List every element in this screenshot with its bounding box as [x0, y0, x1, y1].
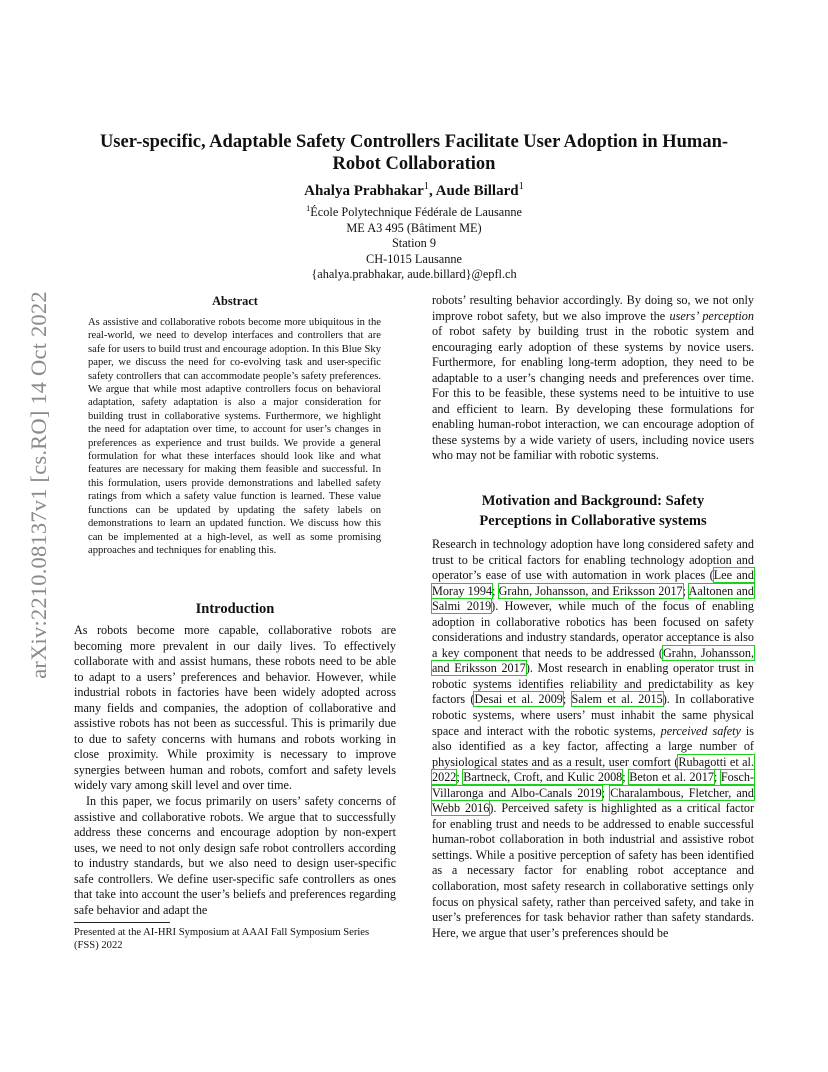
- intro-paragraph-1: As robots become more capable, collaborative robots are becoming more prevalent in our daily lives. To effectively collaborate with and assist humans, these robots need to be able to adapt to a users’ preferences and behavior. However, while industrial robots in factories have been widely adopted across many fields and companies, the adoption of collaborative and assistive robots has not been as successful. This is primarily due to due to safety concerns with humans and robots working in close proximity. While proximity is necessary to improve synergies between human and robots, comfort and safety levels widely vary among skill level and over time.: [74, 623, 396, 793]
- citation-link[interactable]: Lee and Moray 1994: [432, 568, 754, 598]
- introduction-body: [74, 623, 396, 918]
- affil-building: ME A3 495 (Bâtiment ME): [346, 220, 482, 235]
- citation-link[interactable]: Desai et al. 2009: [474, 692, 563, 707]
- emphasis-text: perceived safety: [660, 723, 741, 738]
- author-affil-mark: 1: [423, 181, 429, 192]
- motivation-body: [432, 537, 754, 941]
- right-column-continuation: [432, 293, 754, 464]
- arxiv-identifier: arXiv:2210.08137v1 [cs.RO] 14 Oct 2022: [26, 291, 51, 679]
- motivation-heading: Motivation and Background: Safety Perceptions in Collaborative systems: [479, 493, 707, 529]
- paper-title: User-specific, Adaptable Safety Controllers Facilitate User Adoption in Human-Robot Collaboration: [99, 132, 729, 174]
- arxiv-sidebar: [22, 290, 56, 680]
- citation-link[interactable]: Salem et al. 2015: [571, 692, 663, 707]
- citation-link[interactable]: Charalambous, Fletcher, and Webb 2016: [432, 785, 754, 816]
- intro-paragraph-2: In this paper, we focus primarily on users’ safety concerns of assistive and collaborative robots. We argue that to successfully address these concerns and encourage adoption by non-expert uses, we need to not only design safe robot controllers according to industry standards, but we also need to design user-specific safe controllers. We define user-specific safe controllers as ones that take into account the user’s beliefs and preferences regarding safe behavior and adapt the: [74, 794, 396, 917]
- affil-station: Station 9: [391, 236, 437, 250]
- introduction-heading: Introduction: [195, 601, 275, 617]
- affil-city: CH-1015 Lausanne: [366, 251, 462, 266]
- continuation-paragraph: robots’ resulting behavior accordingly. By doing so, we not only improve robot safety, but we also improve the users’ perception of robot safety by building trust in the robotic system and encouraging early adoption of these systems by novice users. Furthermore, for enabling long-term adoption, they need to be adaptable to a user’s changing needs and preferences over time. For this to be feasible, these systems need to be intuitive to use and efficient to learn. By developing these formulations for enabling human-robot interaction, we can encourage adoption of these systems by a wide variety of users, including novice users who may not be familiar with robotic systems.: [432, 293, 754, 463]
- footnote-divider: [74, 922, 170, 923]
- affiliation-block: [90, 202, 738, 283]
- author-list: Ahalya Prabhakar$^1$, Aude Billard$^1$: [304, 181, 524, 199]
- author-affil-mark: 1: [518, 181, 524, 192]
- citation-link[interactable]: Grahn, Johansson, and Eriksson 2017: [498, 583, 683, 598]
- affil-email[interactable]: {ahalya.prabhakar, aude.billard}@epfl.ch: [311, 267, 517, 281]
- motivation-paragraph: Research in technology adoption have long considered safety and trust to be critical factors for enabling technology adoption and operator’s ease of use with automation in work places (Lee and Moray 1994; Grahn, Johansson, and Eriksson 2017; Aaltonen and Salmi 2019). However, while much of the focus of enabling adoption in collaborative robotics has been focused on safety considerations and industry standards, operator acceptance is also a key component that needs to be addressed (Grahn, Johansson, and Eriksson 2017). Most research in enabling operator trust in robotic systems identifies reliability and predictability as key factors (Desai et al. 2009; Salem et al. 2015). In collaborative robotic systems, where users’ must inhabit the same physical space and interact with the robotic systems, perceived safety is also identified as a key factor, affecting a large number of physiological states and as a result, user comfort (Rubagotti et al. 2022; Bartneck, Croft, and Kulic 2008; Beton et al. 2017; Fosch-Villaronga and Albo-Canals 2019; Charalambous, Fletcher, and Webb 2016). Perceived safety is highlighted as a critical factor for enabling trust and needs to be addressed to enable successful human-robot collaboration in both industrial and assistive robot settings. While a positive perception of safety has been identified as a necessary factor for enabling robot acceptance and collaboration, most safety research in collaborative settings only focus on physical safety, rather than perceived safety, and take in user’s preferences for task behavior rather than safety standards. Here, we argue that user’s preferences should be: [432, 537, 755, 940]
- citation-link[interactable]: Beton et al. 2017: [629, 770, 714, 785]
- citation-link[interactable]: Grahn, Johansson, and Eriksson 2017: [432, 645, 754, 676]
- abstract-heading: Abstract: [212, 294, 258, 308]
- abstract-text: As assistive and collaborative robots become more ubiquitous in the real-world, we need to develop interfaces and controllers that are safe for users to build trust and encourage adoption. In this Blue Sky paper, we discuss the need for co-evolving task and user-specific safety controllers that can accommodate people’s safety preferences. We argue that while most adaptive controllers focus on behavioral adaptation, safety adaptation is also a major consideration for building trust in collaborative systems. Furthermore, we highlight the need for adaptation over time, to account for user’s changes in preferences as experience and trust builds. We provide a general formulation for what these interfaces should look like and what features are necessary for making them feasible and successful. In this formulation, users provide demonstrations and labelled safety ratings from which a safety value function is learned. These value functions can be updated by updating the safety labels on demonstrations to learn an updated function. We discuss how this can be implemented at a high-level, as well as some promising approaches and techniques for enabling this.: [88, 317, 381, 556]
- footnote: Presented at the AI-HRI Symposium at AAAI Fall Symposium Series (FSS) 2022: [74, 927, 370, 952]
- author-name: Ahalya Prabhakar: [304, 183, 424, 199]
- citation-link[interactable]: Rubagotti et al. 2022: [432, 754, 754, 785]
- emphasis-text: users’ perception: [669, 308, 754, 323]
- affil-institution: École Polytechnique Fédérale de Lausanne: [310, 205, 522, 219]
- author-name: Aude Billard: [435, 183, 519, 199]
- citation-link[interactable]: Aaltonen and Salmi 2019: [432, 583, 754, 614]
- citation-link[interactable]: Fosch-Villaronga and Albo-Canals 2019: [432, 770, 755, 800]
- citation-link[interactable]: Bartneck, Croft, and Kulic 2008: [463, 770, 623, 785]
- affil-mark: 1: [305, 202, 311, 213]
